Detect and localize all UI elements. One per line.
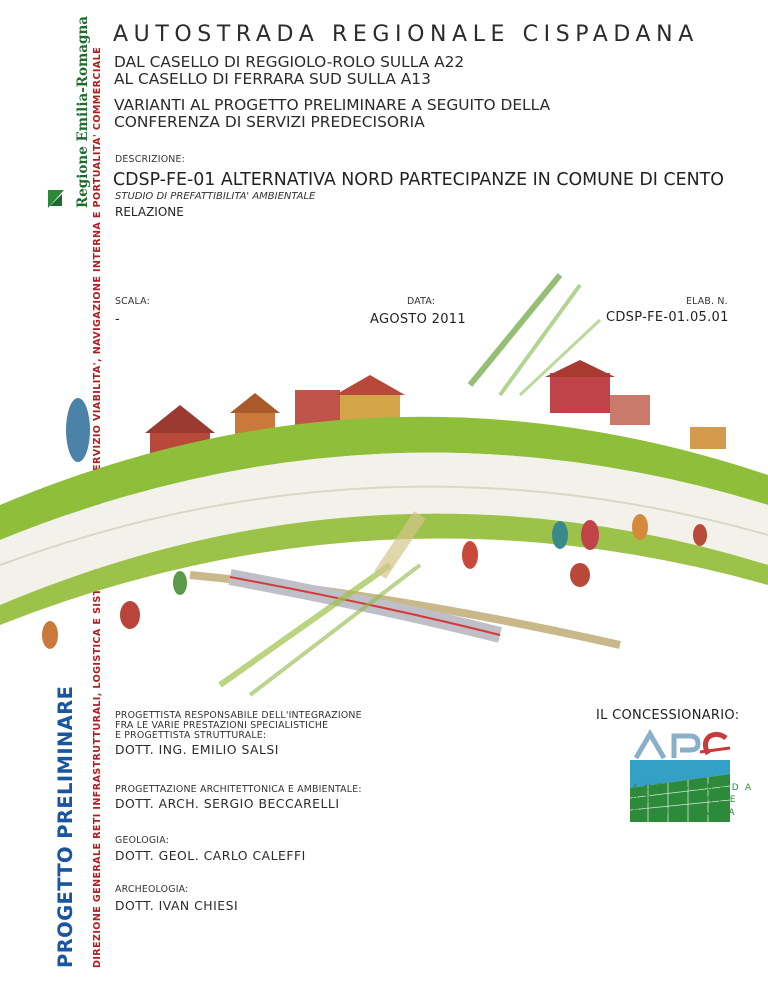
study-subtitle: STUDIO DI PREFATTIBILITA' AMBIENTALE [115, 191, 316, 202]
arc-logo-line-2: REGIONALE [632, 795, 742, 806]
date-value: AGOSTO 2011 [370, 312, 466, 327]
architecture-label: PROGETTAZIONE ARCHITETTONICA E AMBIENTALE: [115, 784, 362, 795]
variant-line-2: CONFERENZA DI SERVIZI PREDECISORIA [114, 113, 425, 131]
arc-logo-line-3: CISPADANA [632, 807, 742, 818]
description-label: DESCRIZIONE: [115, 154, 185, 165]
scale-value: - [115, 312, 120, 327]
date-label: DATA: [407, 296, 436, 307]
geology-name: DOTT. GEOL. CARLO CALEFFI [115, 848, 306, 863]
scale-label: SCALA: [115, 296, 150, 307]
landscape-illustration [0, 265, 768, 705]
archaeology-name: DOTT. IVAN CHIESI [115, 898, 239, 913]
elab-value: CDSP-FE-01.05.01 [606, 310, 729, 325]
archaeology-label: ARCHEOLOGIA: [115, 884, 189, 895]
document-title: CDSP-FE-01 ALTERNATIVA NORD PARTECIPANZE IN COMUNE DI CENTO [113, 170, 724, 190]
route-line-1: DAL CASELLO DI REGGIOLO-ROLO SULLA A22 [114, 53, 465, 71]
architecture-name: DOTT. ARCH. SERGIO BECCARELLI [115, 796, 340, 811]
concessionaire-label: IL CONCESSIONARIO: [596, 708, 740, 723]
geology-label: GEOLOGIA: [115, 835, 170, 846]
lead-designer-label-3: E PROGETTISTA STRUTTURALE: [115, 730, 267, 741]
document-type: RELAZIONE [115, 205, 184, 219]
variant-line-1: VARIANTI AL PROGETTO PRELIMINARE A SEGUITO DELLA [114, 96, 551, 114]
lead-designer-label-1: PROGETTISTA RESPONSABILE DELL'INTEGRAZIONE [115, 710, 362, 721]
elab-label: ELAB. N. [686, 296, 728, 307]
lead-designer-name: DOTT. ING. EMILIO SALSI [115, 742, 279, 757]
lead-designer-label-2: FRA LE VARIE PRESTAZIONI SPECIALISTICHE [115, 720, 329, 731]
arc-logo-text [632, 782, 758, 819]
vertical-title: PROGETTO PRELIMINARE [54, 685, 77, 968]
regione-logo-text: Regione Emilia-Romagna [75, 15, 91, 208]
project-title: AUTOSTRADA REGIONALE CISPADANA [113, 22, 699, 47]
route-line-2: AL CASELLO DI FERRARA SUD SULLA A13 [114, 70, 431, 88]
arc-logo-line-1: AUTOSTRADA [632, 783, 758, 793]
